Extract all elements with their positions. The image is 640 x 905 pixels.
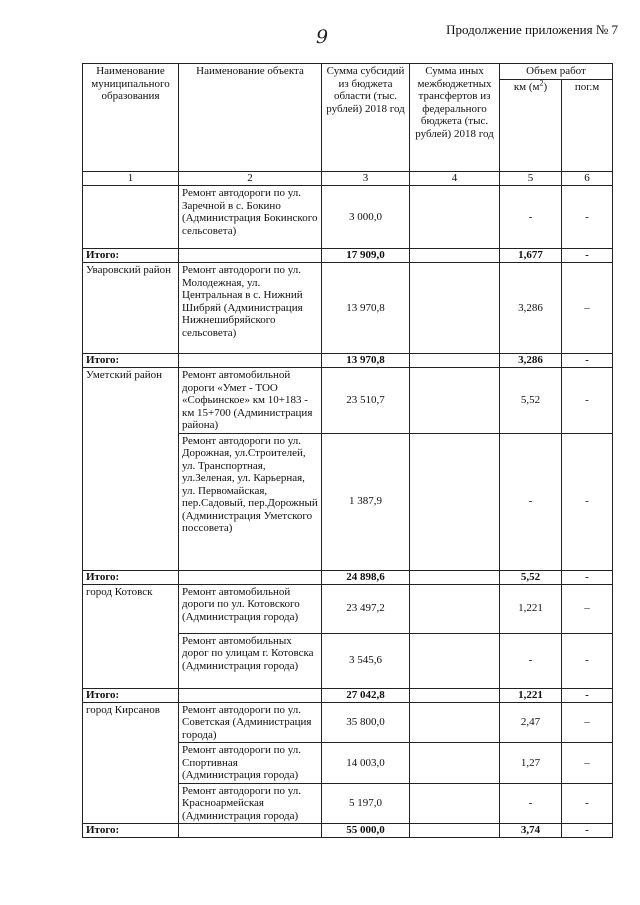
subsidy-cell: 23 497,2: [322, 584, 410, 633]
column-number: 4: [410, 172, 500, 186]
handwritten-page-number: 9: [316, 26, 329, 48]
object-cell: [179, 249, 322, 263]
km-cell: 5,52: [500, 368, 562, 434]
federal-cell: [410, 249, 500, 263]
federal-cell: [410, 688, 500, 702]
subsidy-total: 17 909,0: [322, 249, 410, 263]
object-cell: Ремонт автодороги по ул. Красноармейская (Администрация города): [179, 783, 322, 824]
object-cell: Ремонт автодороги по ул. Заречной в с. Бокино (Администрация Бокинского сельсовета): [179, 186, 322, 249]
object-cell: [179, 570, 322, 584]
column-number-row: [83, 172, 613, 186]
pm-total: -: [562, 354, 613, 368]
header-municipality: Наименование муниципального образования: [83, 64, 179, 172]
object-cell: [179, 824, 322, 838]
pm-cell: -: [562, 186, 613, 249]
km-total: 3,286: [500, 354, 562, 368]
header-pm: пог.м: [562, 80, 613, 172]
subsidy-total: 55 000,0: [322, 824, 410, 838]
appendix-caption: Продолжение приложения № 7: [446, 22, 618, 37]
subsidy-cell: 23 510,7: [322, 368, 410, 434]
pm-total: -: [562, 824, 613, 838]
table-row: [83, 584, 613, 633]
column-number: 3: [322, 172, 410, 186]
municipality-cell: город Кирсанов: [83, 702, 179, 824]
km-cell: 1,27: [500, 743, 562, 784]
pm-total: -: [562, 688, 613, 702]
header-km-sup: 2: [539, 78, 544, 88]
federal-cell: [410, 633, 500, 688]
header-federal-transfers: Сумма иных межбюджетных трансфертов из федерального бюджета (тыс. рублей) 2018 год: [410, 64, 500, 172]
table-row: [83, 702, 613, 743]
total-label: Итого:: [83, 824, 179, 838]
header-km: км $(м^2)$: [500, 80, 562, 172]
subsidy-cell: 14 003,0: [322, 743, 410, 784]
column-number: 5: [500, 172, 562, 186]
total-row: [83, 354, 613, 368]
object-cell: Ремонт автомобильной дороги «Умет - ТОО «Софьинское» км 10+183 - км 15+700 (Администрация района): [179, 368, 322, 434]
municipality-cell: Уваровский район: [83, 263, 179, 354]
subsidy-cell: 13 970,8: [322, 263, 410, 354]
municipality-cell: город Котовск: [83, 584, 179, 688]
km-cell: -: [500, 633, 562, 688]
pm-cell: –: [562, 743, 613, 784]
total-row: [83, 688, 613, 702]
header-volume-group: Объем работ: [500, 64, 613, 80]
subsidy-cell: 1 387,9: [322, 433, 410, 570]
km-total: 5,52: [500, 570, 562, 584]
table-row: [83, 186, 613, 249]
km-cell: 2,47: [500, 702, 562, 743]
subsidy-total: 13 970,8: [322, 354, 410, 368]
km-cell: -: [500, 783, 562, 824]
subsidy-cell: 3 545,6: [322, 633, 410, 688]
total-row: [83, 249, 613, 263]
federal-cell: [410, 263, 500, 354]
header-object: Наименование объекта: [179, 64, 322, 172]
subsidy-table: [82, 63, 613, 838]
pm-cell: -: [562, 433, 613, 570]
object-cell: [179, 354, 322, 368]
column-number: 2: [179, 172, 322, 186]
federal-cell: [410, 368, 500, 434]
km-cell: -: [500, 433, 562, 570]
pm-cell: –: [562, 584, 613, 633]
table-row: [83, 263, 613, 354]
municipality-cell: Уметский район: [83, 368, 179, 571]
km-total: 1,221: [500, 688, 562, 702]
object-cell: Ремонт автодороги по ул. Советская (Администрация города): [179, 702, 322, 743]
subsidy-total: 27 042,8: [322, 688, 410, 702]
pm-cell: –: [562, 702, 613, 743]
km-cell: -: [500, 186, 562, 249]
km-cell: 1,221: [500, 584, 562, 633]
subsidy-cell: 35 800,0: [322, 702, 410, 743]
object-cell: Ремонт автомобильных дорог по улицам г. Котовска (Администрация города): [179, 633, 322, 688]
km-total: 3,74: [500, 824, 562, 838]
federal-cell: [410, 186, 500, 249]
federal-cell: [410, 743, 500, 784]
object-cell: [179, 688, 322, 702]
federal-cell: [410, 783, 500, 824]
total-label: Итого:: [83, 570, 179, 584]
federal-cell: [410, 570, 500, 584]
subsidy-cell: 3 000,0: [322, 186, 410, 249]
subsidy-cell: 5 197,0: [322, 783, 410, 824]
total-row: [83, 570, 613, 584]
header-row: [83, 64, 613, 80]
km-cell: 3,286: [500, 263, 562, 354]
pm-cell: -: [562, 368, 613, 434]
federal-cell: [410, 584, 500, 633]
municipality-cell: [83, 186, 179, 249]
object-cell: Ремонт автодороги по ул. Спортивная (Администрация города): [179, 743, 322, 784]
pm-cell: –: [562, 263, 613, 354]
federal-cell: [410, 354, 500, 368]
total-row: [83, 824, 613, 838]
pm-cell: -: [562, 633, 613, 688]
pm-total: -: [562, 249, 613, 263]
federal-cell: [410, 433, 500, 570]
pm-total: -: [562, 570, 613, 584]
total-label: Итого:: [83, 688, 179, 702]
table-row: [83, 368, 613, 434]
federal-cell: [410, 824, 500, 838]
subsidy-total: 24 898,6: [322, 570, 410, 584]
object-cell: Ремонт автодороги по ул. Дорожная, ул.Строителей, ул. Транспортная, ул.Зеленая, ул. Карьерная, ул. Первомайская, пер.Садовый, пер.Дорожный (Администрация Уметского поссовета): [179, 433, 322, 570]
object-cell: Ремонт автодороги по ул. Молодежная, ул. Центральная в с. Нижний Шибряй (Администрация Нижнешибряйского сельсовета): [179, 263, 322, 354]
object-cell: Ремонт автомобильной дороги по ул. Котовского (Администрация города): [179, 584, 322, 633]
km-total: 1,677: [500, 249, 562, 263]
total-label: Итого:: [83, 354, 179, 368]
column-number: 6: [562, 172, 613, 186]
column-number: 1: [83, 172, 179, 186]
header-subsidy: Сумма субсидий из бюджета области (тыс. рублей) 2018 год: [322, 64, 410, 172]
total-label: Итого:: [83, 249, 179, 263]
pm-cell: -: [562, 783, 613, 824]
federal-cell: [410, 702, 500, 743]
